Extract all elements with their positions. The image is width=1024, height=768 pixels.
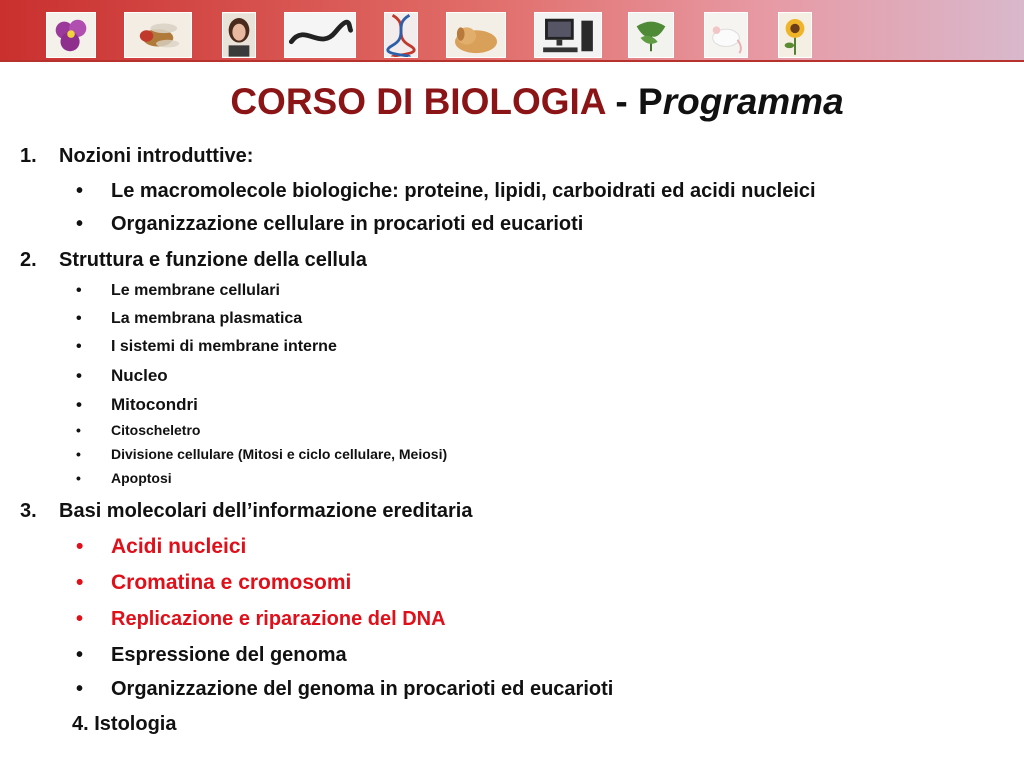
list-item: La membrana plasmatica — [111, 310, 303, 327]
list-item: I sistemi di membrane interne — [111, 338, 337, 355]
bullet-icon: • — [76, 310, 82, 327]
list-item: Espressione del genoma — [111, 644, 347, 666]
bullet-icon: • — [76, 422, 81, 438]
list-item: Le macromolecole biologiche: proteine, lipidi, carboidrati ed acidi nucleici — [111, 180, 816, 202]
title-separator: - P — [605, 81, 663, 122]
bullet-icon: • — [76, 338, 82, 355]
bullet-icon: • — [76, 571, 84, 594]
section-heading: Nozioni introduttive: — [59, 145, 254, 167]
bullet-icon: • — [76, 282, 82, 299]
bullet-icon: • — [76, 608, 84, 630]
bullet-icon: • — [76, 213, 84, 235]
worm-icon — [284, 12, 356, 58]
bullet-icon: • — [76, 644, 84, 666]
bullet-icon: • — [76, 180, 84, 202]
list-item: Nucleo — [111, 366, 168, 385]
ginkgo-leaf-icon — [628, 12, 674, 58]
mouse-icon — [704, 12, 748, 58]
bullet-icon: • — [76, 395, 82, 414]
sunflower-icon — [778, 12, 812, 58]
list-item-highlight: Cromatina e cromosomi — [111, 571, 352, 594]
section-number: 3. — [20, 500, 37, 522]
list-item: Mitocondri — [111, 395, 198, 414]
dna-icon — [384, 12, 418, 58]
bullet-icon: • — [76, 678, 84, 700]
banner-divider — [0, 60, 1024, 62]
bullet-icon: • — [76, 366, 82, 385]
section-number: 2. — [20, 249, 37, 271]
puppy-icon — [446, 12, 506, 58]
list-item: Citoscheletro — [111, 422, 201, 438]
list-item-highlight: Acidi nucleici — [111, 535, 247, 558]
section-heading: 4. Istologia — [72, 713, 177, 735]
list-item: Organizzazione cellulare in procarioti ed eucarioti — [111, 213, 584, 235]
bullet-icon: • — [76, 535, 84, 558]
section-number: 1. — [20, 145, 37, 167]
computer-icon — [534, 12, 602, 58]
title-subtitle: rogramma — [662, 81, 844, 122]
list-item: Organizzazione del genoma in procarioti ed eucarioti — [111, 678, 614, 700]
list-item-highlight: Replicazione e riparazione del DNA — [111, 608, 446, 630]
section-heading: Struttura e funzione della cellula — [59, 249, 367, 271]
bullet-icon: • — [76, 470, 81, 486]
list-item: Apoptosi — [111, 470, 172, 486]
section-heading: Basi molecolari dell’informazione ereditaria — [59, 500, 473, 522]
bullet-icon: • — [76, 446, 81, 462]
flower-icon — [46, 12, 96, 58]
page-title — [0, 80, 1024, 124]
list-item: Le membrane cellulari — [111, 282, 280, 299]
fly-icon — [124, 12, 192, 58]
list-item: Divisione cellulare (Mitosi e ciclo cellulare, Meiosi) — [111, 446, 448, 462]
title-main: CORSO DI BIOLOGIA — [230, 81, 606, 122]
person-photo-icon — [222, 12, 256, 58]
